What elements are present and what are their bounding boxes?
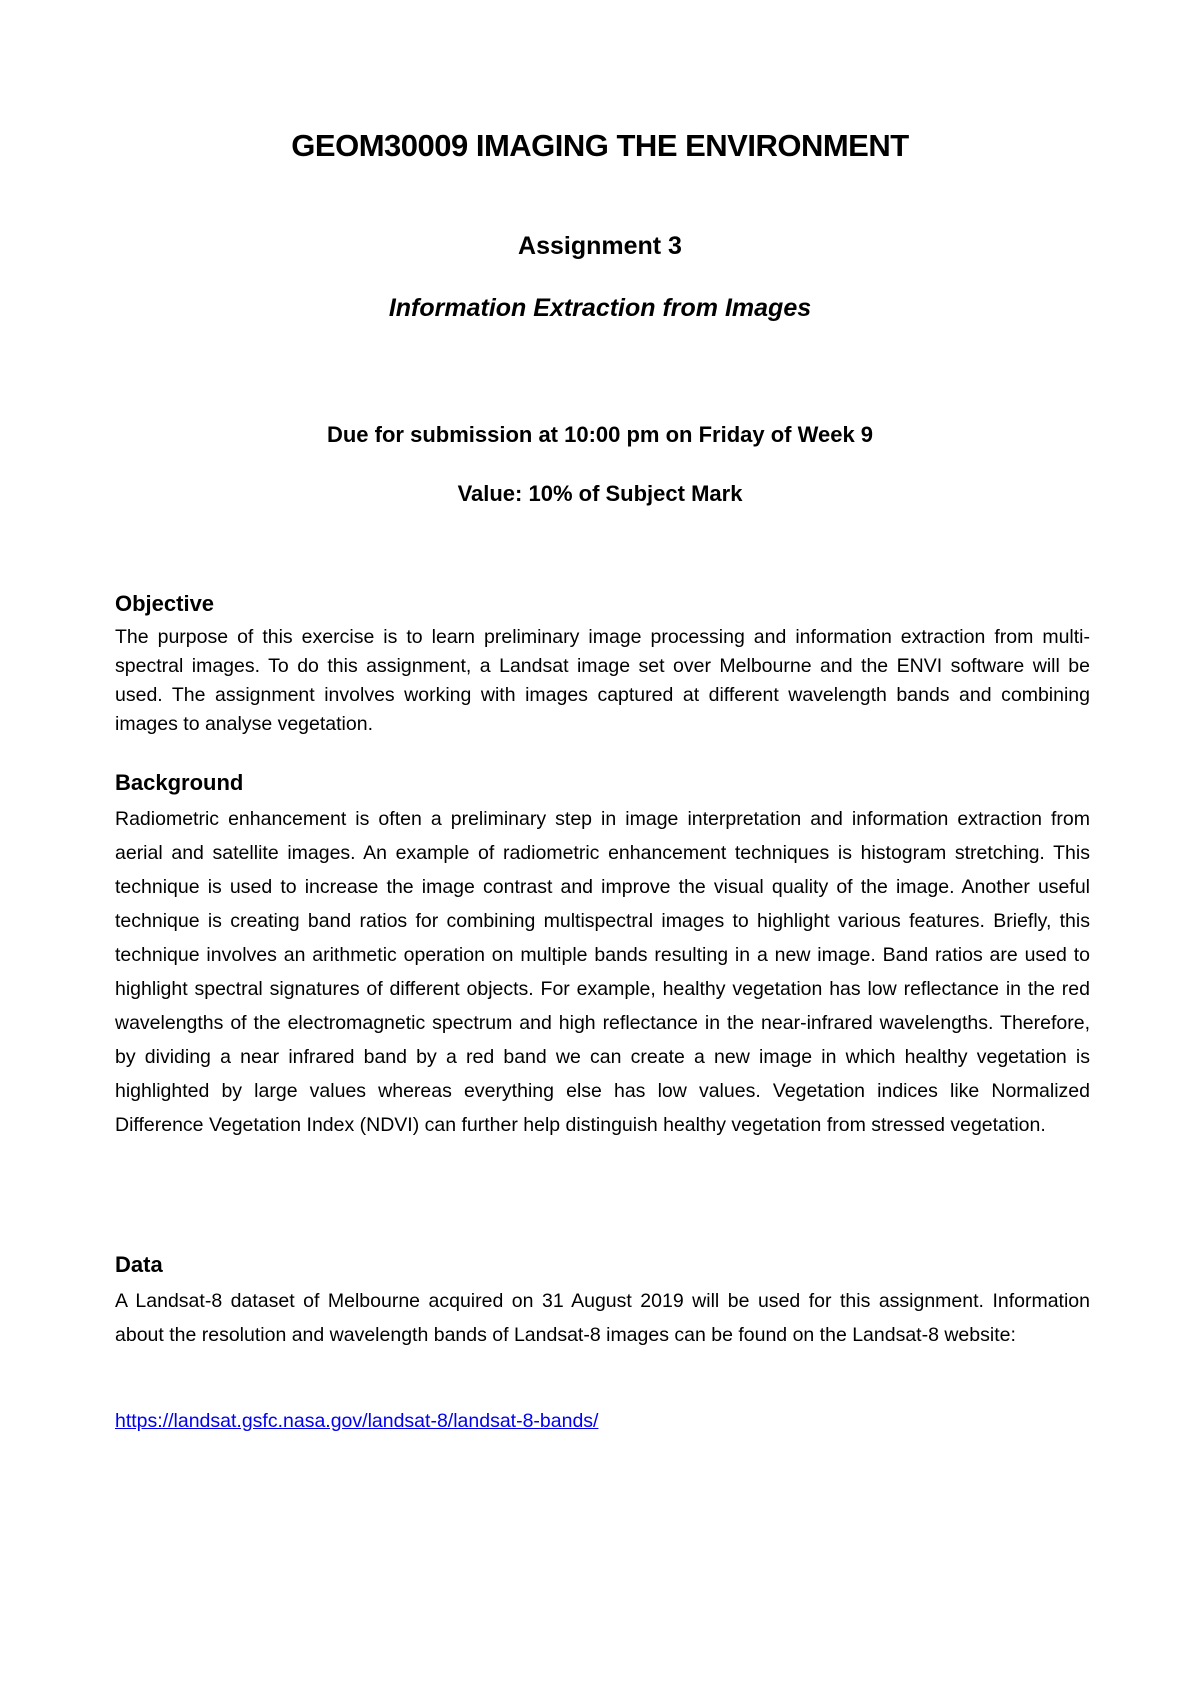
assignment-subtitle: Information Extraction from Images [388,294,812,322]
background-section [115,768,1090,1142]
background-text: Radiometric enhancement is often a preliminary step in image interpretation and information extraction from aerial and satellite images. An example of radiometric enhancement techniques is histogram stretching. This technique is used to increase the image contrast and improve the visual quality of the image. Another useful technique is creating band ratios for combining multispectral images to highlight various features. Briefly, this technique involves an arithmetic operation on multiple bands resulting in a new image. Band ratios are used to highlight spectral signatures of different objects. For example, healthy vegetation has low reflectance in the red wavelengths of the electromagnetic spectrum and high reflectance in the near-infrared wavelengths. Therefore, by dividing a near infrared band by a red band we can create a new image in which healthy vegetation is highlighted by large values whereas everything else has low values. Vegetation indices like Normalized Difference Vegetation Index (NDVI) can further help distinguish healthy vegetation from stressed vegetation. [115,808,1090,1136]
data-heading: Data [115,1252,163,1277]
landsat-bands-link[interactable]: https://landsat.gsfc.nasa.gov/landsat-8/landsat-8-bands/ [115,1410,599,1432]
objective-section [115,589,1090,739]
data-section [115,1250,1090,1352]
objective-heading: Objective [115,591,215,616]
objective-text: The purpose of this exercise is to learn preliminary image processing and information extraction from multi-spectral images. To do this assignment, a Landsat image set over Melbourne and the ENVI software will be used. The assignment involves working with images captured at different wavelength bands and combining images to analyse vegetation. [115,626,1090,735]
course-title: GEOM30009 IMAGING THE ENVIRONMENT [291,128,909,163]
assignment-number: Assignment 3 [518,232,682,260]
background-heading: Background [115,770,244,795]
due-date: Due for submission at 10:00 pm on Friday of Week 9 [326,422,874,447]
data-text: A Landsat-8 dataset of Melbourne acquired on 31 August 2019 will be used for this assignment. Information about the resolution and wavelength bands of Landsat-8 images can be found on the Landsat-8 website: [115,1290,1090,1346]
subject-value: Value: 10% of Subject Mark [457,481,743,506]
